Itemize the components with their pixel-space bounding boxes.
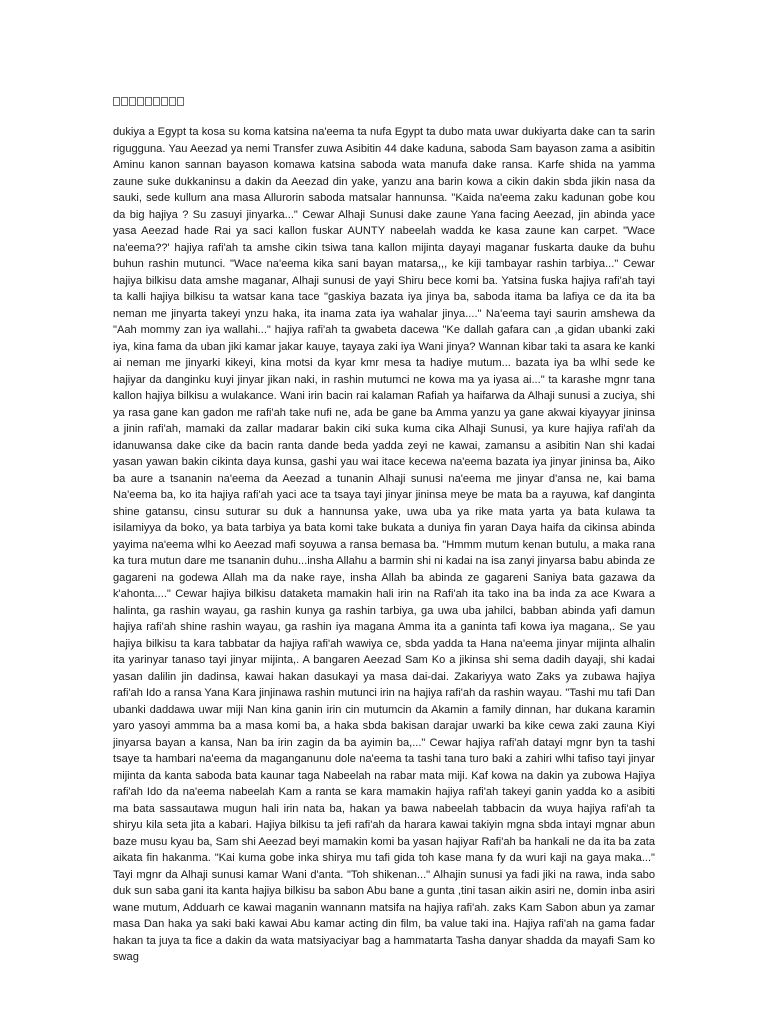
document-body [113, 124, 655, 966]
glyph-box [129, 97, 136, 106]
page-header [113, 96, 185, 107]
body-paragraph: dukiya a Egypt ta kosa su koma katsina na'eema ta nufa Egypt ta dubo mata uwar dukiyarta dake can ta sarin rigugguna. Yau Aeezad ya nemi Transfer zuwa Asibitin 44 dake kaduna, saboda Sam bayason zama a asibitin Aminu kanon sannan bayason komawa katsina saboda wata manufa dake ransa. Karfe shida na yamma zaune suke dukkaninsu a dakin da Aeezad din yake, yanzu ana barin kowa a cikin dakin sbda jikin nasa da sauki, sede kullum ana masa Allurorin saboda matsalar hannunsa. "Kaida na'eema zaku kadunan gobe kou da big hajiya ? Su zasuyi jinyarka..." Cewar Alhaji Sunusi dake zaune Yana facing Aeezad, jin abinda yace yasa Aeezad hade Rai ya saci kallon fuskar AUNTY nabeelah wadda ke kasa zaune kan carpet. "Wace na'eema??' hajiya rafi'ah ta amshe cikin tsiwa tana kallon mijinta dayayi maganar fuskarta dauke da buhu buhun rashin mutunci. "Wace na'eema kika sani bayan matarsa,,, ke kiji tambayar rashin tarbiya..." Cewar hajiya bilkisu data amshe maganar, Alhaji sunusi de yayi Shiru bece komi ba. Yatsina fuska hajiya rafi'ah tayi ta kalli hajiya bilkisu ta watsar kana tace "gaskiya bazata iya jinya ba, saboda itama ba lafiya ce da ita ba neman me jinyarta takeyi ynzu haka, ita inama zata iya wahalar jinya...." Na'eema tayi saurin amshewa da "Aah mommy zan iya wallahi..." hajiya rafi'ah ta gwabeta dacewa "Ke dallah gafara can ,a gidan ubanki zaki iya, kina fama da uban jiki kamar jakar kauye, tayaya zaki iya Wani jinya? Wannan kibar taki ta asara ke kanki ai neman me jinyarki kikeyi, kina motsi da kyar kmr mesa ta hadiye mutum... bazata iya ba wlhi sede ke hajiyar da danginku kuyi jinyar jikan naki, in rashin mutumci ne kowa ma ya iyasa ai..." ta karashe mgnr tana kallon hajiya bilkisu a wulakance. Wani irin bacin rai kalaman Rafiah ya haifarwa da Alhaji sunusi a zuciya, shi ya rasa gane kan gadon me rafi'ah take nufi ne, ada be gane ba Amma yanzu ya gane akwai kiyayyar jininsa a jinin rafi'ah, mamaki da zallar madarar bakin ciki suka kuma cika Alhaji Sunusi, ya kure hajiya rafi'ah da idanuwansa dake cike da bacin ranta dande beda yadda zeyi ne kawai, zamansu a asibitin Nan shi kadai yasan yawan bakin cikinta daya kunsa, gashi yau wai itace kecewa na'eema bazata iya jinyar jininsa ba, Aiko ba aure a tsananin na'eema da Aeezad a tunanin Alhaji sunusi na'eema me jinyar d'ansa ne, kai bama Na'eema ba, ko ita hajiya rafi'ah yaci ace ta tsaya tayi jinyar jininsa meye be mata ba a rayuwa, kaf danginta shine gatansu, cinsu suturar su duk a hannunsa yake, uwa uba ya rike mata yarta ya bata kulawa ta isilamiyya da boko, ya bata tarbiya ya bata komi take bukata a duniya fin yaran Daya haifa da cikinsa abinda yayima na'eema wlhi ko Aeezad mafi soyuwa a ransa bemasa ba. "Hmmm mutum kenan butulu, a maka rana ka tura mutun dare me tsananin duhu...insha Allahu a barmin shi ni kadai na isa zanyi jinyarsa babu abinda ze gagareni na godewa Allah ma da nake raye, insha Allah ba abinda ze gagareni Saniya bata gazawa da k'ahonta...." Cewar hajiya bilkisu dataketa mamakin hali irin na Rafi'ah ita tako ina ba inda za ace Kwara a halinta, ga rashin wayau, ga rashin kunya ga rashin tarbiya, ga uwa uba jahilci, babban abinda yafi damun hajiya rafi'ah shine rashin wayau, ga rashin iya magana Amma ita a ganinta tafi kowa iya magana,. Se yau hajiya bilkisu ta kara tabbatar da hajiya rafi'ah wawiya ce, sbda yadda ta Hana na'eema jinyar mijinta alhalin ita yarinyar tanaso tayi jinyar mijinta,. A bangaren Aeezad Sam Ko a jikinsa shi sema dadih dayaji, shi kadai yasan dalilin jin dadinsa, kawai hakan dasukayi ya masa dai-dai. Zakariyya wato Zaks ya zubawa hajiya rafi'ah Ido a ransa Yana Kara jinjinawa rashin mutunci irin na hajiya rafi'ah da rashin wayau. "Tashi mu tafi Dan ubanki daddawa uwar miji Nan kina ganin irin cin mutumcin da Akamin a family dinnan, har dukana karamin yaro yasoyi ammma ba a masa komi ba, a haka sbda bakisan darajar uwarki ba kike cewa zaki zauna Kiyi jinyarsa bayan a kansa, Nan ba irin zagin da ba ayimin ba,..." Cewar hajiya rafi'ah datayi mgnr byn ta tashi tsaye ta hambari na'eema da maganganunu dole na'eema ta tashi tana turo baki a zahiri wlhi tafiso tayi jinyar mijinta da kanta saboda bata kaunar taga Nabeelah na rabar mata miji. Kaf kowa na dakin ya zubowa Hajiya rafi'ah Ido da na'eema nabeelah Kam a ranta se kara mamakin hajiya rafi'ah takeyi ganin yadda ko a asibiti ma bata sassautawa mugun hali irin nata ba, hakan ya bawa nabeelah tabbacin da wuya hajiya rafi'ah ta shiryu kila seta jita a kabari. Hajiya bilkisu ta jefi rafi'ah da harara kawai takiyin mgna sbda intayi mgnar abun baze musu kyau ba, Sam shi Aeezad beyi mamakin komi ba yasan hajiyar Rafi'ah ba hankali ne da ita ba zata aikata fin hakanma. "Kai kuma gobe inka shirya mu tafi gida toh kase mana fy da wuri kaji na gaya maka..." Tayi mgnr da Alhaji sunusi kamar Wani d'anta. "Toh shikenan..." Alhajin sunusi ya fadi jiki na rawa, inda sabo duk sun saba gani ita kanta hajiya bilkisu ba sabon Abu bane a gunta ,tini tasan aikin asiri ne, domin inba asiri wane mutum, Adduarh ce kawai maganin wannann matsifa na hajiya rafi'ah. zaks Kam Sabon abun ya zamar masa Dan haka ya saki baki kawai Abu kamar acting din film, ba value taki ina. Hajiya rafi'ah na gama fadar hakan ta juya ta fice a dakin da wata matsiyaciyar bag a hammatarta Tasha danyar shadda da mayafi Sam ko swag [113, 126, 655, 963]
glyph-box [161, 97, 168, 106]
glyph-box [177, 97, 184, 106]
glyph-box [169, 97, 176, 106]
glyph-box [145, 97, 152, 106]
glyph-box [153, 97, 160, 106]
glyph-box [137, 97, 144, 106]
glyph-box [121, 97, 128, 106]
